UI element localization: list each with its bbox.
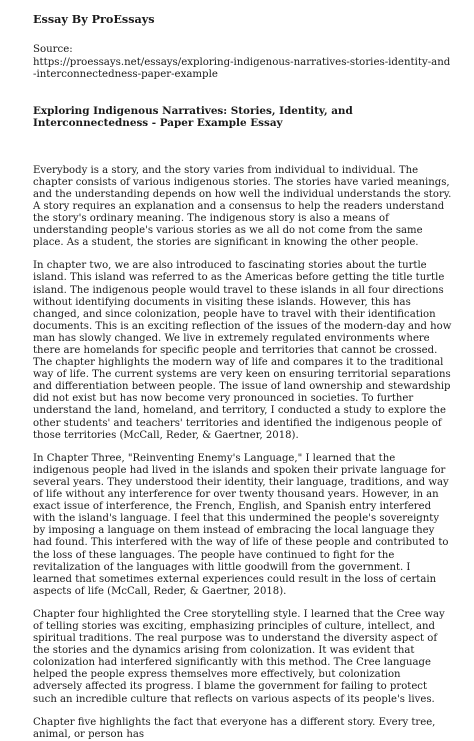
source-block xyxy=(33,44,452,82)
essay-title: Exploring Indigenous Narratives: Stories, Identity, and Interconnectedness - Paper Example Essay xyxy=(33,104,353,130)
essay-paragraph-3: In Chapter Three, "Reinventing Enemy's Language," I learned that the indigenous people had lived in the islands and spoken their private language for several years. They understood their identity, their language, traditions, and way of life without any interference for over twenty thousand years. However, in an exact issue of interference, the French, English, and Spanish entry interfered with the island's language. I feel that this undermined the people's sovereignty by imposing a language on them instead of embracing the local language they had found. This interfered with the way of life of these people and contributed to the loss of these languages. The people have continued to fight for the revitalization of the languages with little goodwill from the government. I learned that sometimes external experiences could result in the loss of certain aspects of life (McCall, Reder, & Gaertner, 2018). xyxy=(33,452,449,597)
source-url-link[interactable]: https://proessays.net/essays/exploring-indigenous-narratives-stories-identity-and-interconnectedness-paper-example xyxy=(33,56,451,80)
document-header-title: Essay By ProEssays xyxy=(33,12,155,26)
essay-paragraph-2: In chapter two, we are also introduced to fascinating stories about the turtle island. This island was referred to as the Americas before getting the title turtle island. The indigenous people would travel to these islands in all four directions without identifying documents in visiting these islands. However, this has changed, and since colonization, people have to travel with their identification documents. This is an exciting reflection of the issues of the modern-day and how man has slowly changed. We live in extremely regulated environments where there are homelands for specific people and territories that cannot be crossed. The chapter highlights the modern way of life and compares it to the traditional way of life. The current systems are very keen on ensuring territorial separations and differentiation between people. The issue of land ownership and stewardship did not exist but has now become very pronounced in societies. To further understand the land, homeland, and territory, I conducted a study to explore the other students' and teachers' territories and identified the indigenous people of those territories (McCall, Reder, & Gaertner, 2018). xyxy=(33,260,452,441)
essay-paragraph-1: Everybody is a story, and the story varies from individual to individual. The chapter consists of various indigenous stories. The stories have varied meanings, and the understanding depends on how well the individual understands the story. A story requires an explanation and a consensus to help the readers understand the story's ordinary meaning. The indigenous story is also a means of understanding people's various stories as we all do not come from the same place. As a student, the stories are significant in knowing the other people. xyxy=(33,164,452,249)
essay-paragraph-5: Chapter five highlights the fact that everyone has a different story. Every tree, animal, or person has xyxy=(33,716,436,740)
essay-paragraph-4: Chapter four highlighted the Cree storytelling style. I learned that the Cree way of telling stories was exciting, emphasizing principles of culture, intellect, and spiritual traditions. The real purpose was to understand the diversity aspect of the stories and the dynamics arising from colonization. It was evident that colonization had interfered significantly with this method. The Cree language helped the people express themselves more effectively, but colonization adversely affected its progress. I blame the government for failing to protect such an incredible culture that reflects on various aspects of its people's lives. xyxy=(33,608,445,705)
source-label: Source: xyxy=(33,44,73,55)
